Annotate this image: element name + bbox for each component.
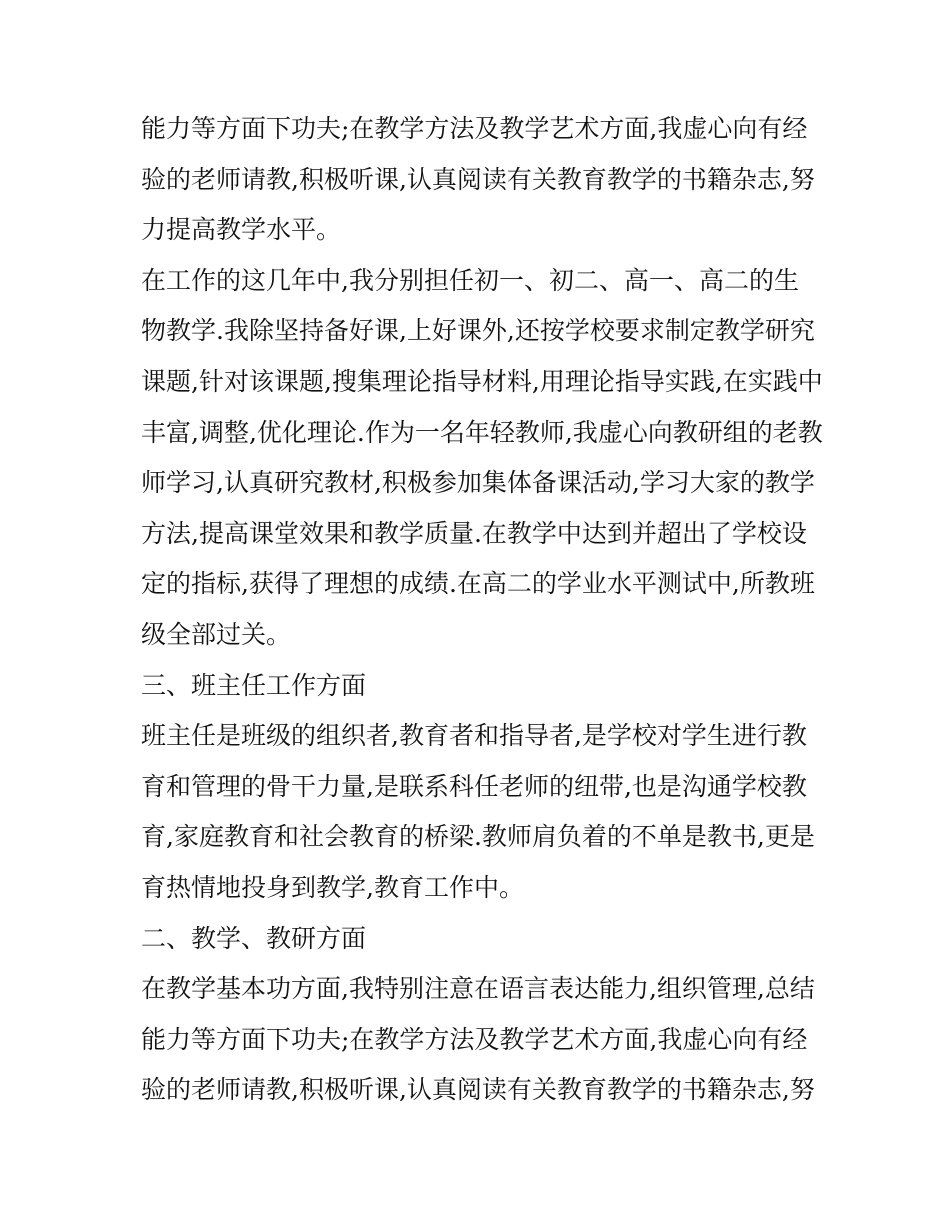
text-line: 育,家庭教育和社会教育的桥梁.教师肩负着的不单是教书,更是 — [141, 822, 815, 852]
text-line: 方法,提高课堂效果和教学质量.在教学中达到并超出了学校设 — [141, 518, 807, 548]
text-line: 力提高教学水平。 — [141, 215, 342, 245]
text-line: 能力等方面下功夫;在教学方法及教学艺术方面,我虚心向有经 — [141, 114, 808, 143]
text-line: 物教学.我除坚持备好课,上好课外,还按学校要求制定教学研究 — [141, 316, 815, 346]
text-line: 定的指标,获得了理想的成绩.在高二的学业水平测试中,所教班 — [141, 569, 815, 599]
text-line: 验的老师请教,积极听课,认真阅读有关教育教学的书籍杂志,努 — [141, 1075, 815, 1105]
text-line: 级全部过关。 — [141, 619, 292, 649]
text-line: 能力等方面下功夫;在教学方法及教学艺术方面,我虚心向有经 — [141, 1024, 808, 1054]
text-line: 丰富,调整,优化理论.作为一名年轻教师,我虚心向教研组的老教 — [141, 417, 823, 447]
section-heading: 三、班主任工作方面 — [141, 670, 367, 700]
text-line: 育热情地投身到教学,教育工作中。 — [141, 872, 524, 902]
section-heading: 二、教学、教研方面 — [141, 923, 367, 953]
document-body — [141, 104, 821, 1116]
text-line: 验的老师请教,积极听课,认真阅读有关教育教学的书籍杂志,努 — [141, 164, 815, 194]
text-line: 育和管理的骨干力量,是联系科任老师的纽带,也是沟通学校教 — [141, 771, 807, 801]
text-line: 班主任是班级的组织者,教育者和指导者,是学校对学生进行教 — [141, 721, 807, 751]
text-line: 在工作的这几年中,我分别担任初一、初二、高一、高二的生 — [141, 265, 799, 295]
text-line: 课题,针对该课题,搜集理论指导材料,用理论指导实践,在实践中 — [141, 366, 823, 396]
text-line: 在教学基本功方面,我特别注意在语言表达能力,组织管理,总结 — [141, 974, 815, 1004]
text-line: 师学习,认真研究教材,积极参加集体备课活动,学习大家的教学 — [141, 468, 815, 498]
